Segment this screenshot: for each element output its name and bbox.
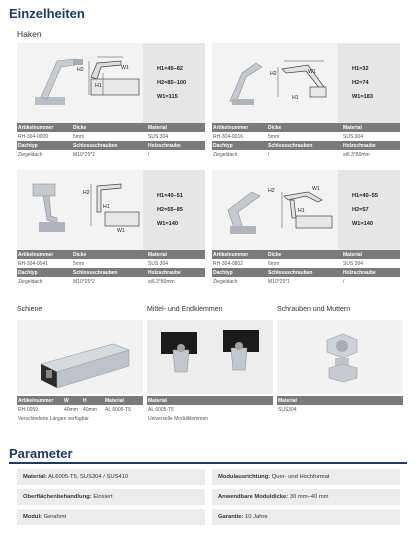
param-modul: Modul: Gerahmt	[17, 509, 205, 525]
product-image-klemmen	[147, 320, 273, 394]
svg-text:H1: H1	[298, 208, 305, 214]
svg-text:W1: W1	[308, 69, 316, 75]
svg-text:W1: W1	[312, 186, 320, 192]
w1-label: W1	[121, 65, 129, 71]
hook-table-2: Artikelnummer Dicke Material RH-304-0016 5mm SUS 304 Dachtyp Schlossschrauben Holzschraube Ziegeldach / st6.3*80mm	[212, 123, 400, 159]
svg-text:H1: H1	[292, 95, 299, 101]
svg-text:H2: H2	[83, 190, 90, 196]
param-modulausrichtung: Modulausrichtung: Quer- und Hochformat	[212, 469, 400, 485]
parameter-divider	[9, 462, 407, 464]
hook-dims-2: H1=32 H2=74 W1=183	[338, 43, 400, 123]
svg-text:H2: H2	[270, 71, 277, 77]
product-title-schrauben: Schrauben und Muttern	[277, 306, 351, 313]
param-oberflaeche: Oberflächenbehandlung: Eloxiert	[17, 489, 205, 505]
hook-card-4	[212, 170, 400, 250]
product-table-klemmen: Material AL 6005-T5 Universelle Modulklemmen	[147, 396, 273, 423]
product-image-schiene	[17, 320, 143, 394]
hook-card-2	[212, 43, 400, 123]
param-moduldicke: Anwendbare Moduldicke: 30 mm–40 mm	[212, 489, 400, 505]
haken-title: Haken	[17, 29, 42, 39]
hook-diagram-4	[212, 170, 338, 250]
product-title-klemmen: Mittel- und Endklemmen	[147, 306, 223, 313]
hook-table-3: Artikelnummer Dicke Material RH-304-0041 5mm SUS 304 Dachtyp Schlossschrauben Holzschraube Ziegeldach M10*25*2 st6.3*80mm	[17, 250, 205, 286]
hook-diagram-2	[212, 43, 338, 123]
parameter-title: Parameter	[9, 446, 73, 461]
product-table-schrauben: Material SUS304	[277, 396, 403, 414]
hook-card-1	[17, 43, 205, 123]
param-material: Material: AL6005-T5, SUS304 / SUS410	[17, 469, 205, 485]
hook-diagram-3	[17, 170, 143, 250]
product-title-schiene: Schiene	[17, 306, 43, 313]
svg-text:W1: W1	[117, 228, 125, 234]
hook-card-3	[17, 170, 205, 250]
section-title: Einzelheiten	[9, 6, 85, 21]
hook-diagram-1	[17, 43, 143, 123]
svg-text:H2: H2	[268, 188, 275, 194]
param-garantie: Garantie: 10 Jahre	[212, 509, 400, 525]
hook-table-1: Artikelnummer Dicke Material RH-304-0009 5mm SUS 304 Dachtyp Schlossschrauben Holzschraube Ziegeldach M10*25*2 /	[17, 123, 205, 159]
h2-label: H2	[77, 67, 84, 73]
hook-table-4: Artikelnummer Dicke Material RH-304-0802 6mm SUS 304 Dachtyp Schlossschrauben Holzschraube Ziegeldach M10*25*1 /	[212, 250, 400, 286]
hook-dims-3: H1=40–51 H2=55–85 W1=140	[143, 170, 205, 250]
svg-text:H1: H1	[103, 204, 110, 210]
h1-label: H1	[95, 83, 102, 89]
hook-dims-4: H1=40–55 H2=57 W1=140	[338, 170, 400, 250]
product-image-schrauben	[277, 320, 403, 394]
product-table-schiene: Artikelnummer W H Material RH-0059 40mm 40mm AL 6005-T5 Verschiedene Längen verfügbar	[17, 396, 143, 423]
hook-dims-1: H1=45–82 H2=85–100 W1=115	[143, 43, 205, 123]
